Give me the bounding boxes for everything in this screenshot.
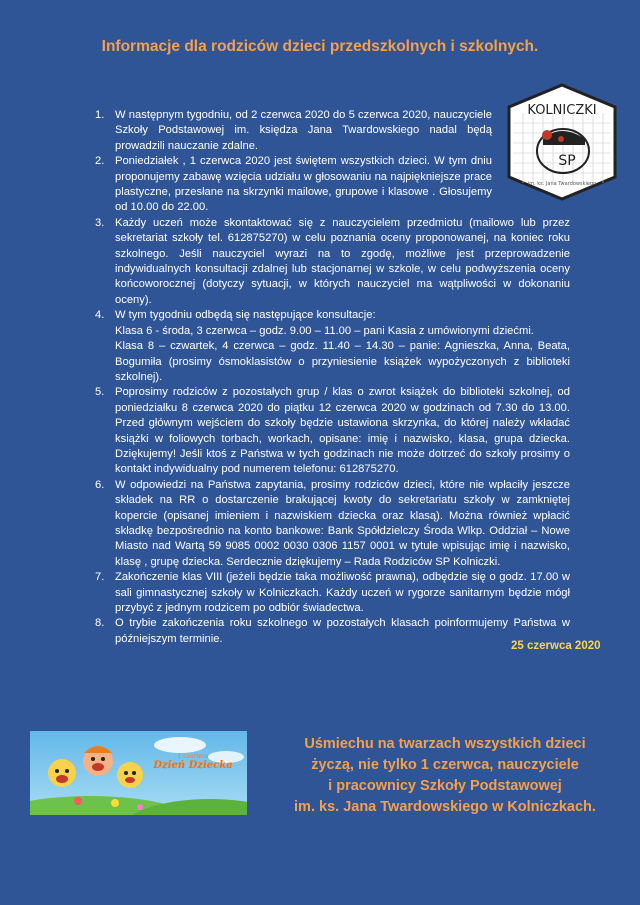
list-item [95, 216, 570, 308]
item-number: 1. [95, 109, 105, 121]
banner-illustration [30, 731, 247, 815]
item-text: Klasa 8 – czwartek, 4 czerwca – godz. 11.40 – 14.30 – panie: Agnieszka, Anna, Beata, Bogumiła (prosimy ósmoklasistów o przyniesienie książek wypożyczonych z biblioteki szkolnej). [115, 340, 570, 383]
logo-sp: SP [558, 153, 576, 169]
item-text: Poprosimy rodziców z pozostałych grup / klas o zwrot książek do biblioteki szkolnej, od poniedziałku 8 czerwca 2020 do piątku 12 czerwca 2020 w godzinach od 7.30 do 13.00. Przed głównym wejściem do szkoły będzie ustawiona skrzynka, do której należy wkładać książki w foliowych torbach, workach, opisane: imię i nazwisko, klasa, grupa dziecka. Dziękujemy! Jeśli ktoś z Państwa w tych godzinach nie może dotrzeć do szkoły prosimy o kontakt indywidualny pod numerem telefonu: 612875270. [115, 386, 570, 476]
list-item [95, 478, 570, 570]
item-text: W następnym tygodniu, od 2 czerwca 2020 do 5 czerwca 2020, nauczyciele Szkoły Podstawowej im. księdza Jana Twardowskiego nadal będą prowadzili nauczanie zdalne. [115, 109, 492, 152]
page-title: Informacje dla rodziców dzieci przedszkolnych i szkolnych. [101, 38, 539, 55]
item-text: W odpowiedzi na Państwa zapytania, prosimy rodziców dzieci, które nie wpłaciły jeszcze składek na RR o dostarczenie brakującej kwoty do sekretariatu szkoły w zamkniętej kopercie (opisanej imieniem i nazwiskiem dziecka oraz klasą). Można również wpłacić składkę bezpośrednio na konto bankowe: Bank Spółdzielczy Środa Wlkp. Oddział – Nowe Miasto nad Wartą 59 9085 0002 0030 0306 1157 0001 w tytule wpisując imię i nazwisko, klasę , grupę dziecka. Serdecznie dziękujemy – Rada Rodziców SP Kolniczki. [115, 478, 570, 568]
date-callout: 25 czerwca 2020 [511, 640, 601, 652]
item-text: Poniedziałek , 1 czerwca 2020 jest świętem wszystkich dzieci. W tym dniu proponujemy zabawę wzięcia udziału w głosowaniu na najpiękniejsze prace plastyczne, przesłane na skrzynki mailowe, grupowe i klasowe . Głosujemy od 10.00 do 22.00. [115, 155, 492, 214]
list-item [95, 570, 570, 616]
closing-line: Uśmiechu na twarzach wszystkich dzieci [304, 736, 586, 752]
list-item [95, 108, 570, 154]
item-number: 2. [95, 155, 105, 168]
list-item [95, 616, 570, 647]
item-number: 5. [95, 386, 105, 399]
closing-line: życzą, nie tylko 1 czerwca, nauczyciele [311, 757, 579, 773]
item-text: Klasa 6 - środa, 3 czerwca – godz. 9.00 – 11.00 – pani Kasia z umówionymi dziećmi. [115, 324, 534, 337]
item-text: Każdy uczeń może skontaktować się z nauczycielem przedmiotu (mailowo lub przez sekretariat szkoły tel. 612875270) w celu poznania oceny proponowanej, na koniec roku szkolnego. Jeśli nauczyciel wyrazi na to zgodę, możliwe jest przeprowadzenie indywidualnych konsultacji zdalnej lub stacjonarnej w szkole, w celu podwyższenia oceny końcoworocznej (dotyczy sytuacji, w których nauczyciel ma wątpliwości w dokonaniu oceny). [115, 216, 570, 306]
closing-line: i pracownicy Szkoły Podstawowej [328, 778, 562, 794]
closing-line: im. ks. Jana Twardowskiego w Kolniczkach. [294, 799, 596, 815]
closing-wishes [250, 734, 640, 818]
item-number: 3. [95, 216, 105, 229]
list-item [95, 385, 570, 477]
info-list [95, 108, 570, 647]
item-number: 8. [95, 617, 105, 630]
item-number: 4. [95, 309, 105, 322]
banner-text [153, 753, 233, 771]
list-item [95, 154, 570, 216]
item-number: 6. [95, 478, 105, 491]
banner-date: 1 czerwca [177, 753, 209, 760]
childrens-day-banner [30, 731, 247, 815]
list-item [95, 308, 570, 385]
logo-caption: im. ks. Jana Twardowskiego [527, 181, 597, 187]
logo-text: KOLNICZKI [527, 103, 597, 118]
item-number: 7. [95, 571, 105, 584]
item-text: Zakończenie klas VIII (jeżeli będzie taka możliwość prawna), odbędzie się o godz. 17.00 w sali gimnastycznej szkoły w Kolniczkach. Każdy uczeń w rygorze sanitarnym będzie mógł przybyć z jednym rodzicem po odbiór świadectwa. [115, 571, 570, 614]
banner-title: Dzień Dziecka [153, 760, 233, 771]
item-text: W tym tygodniu odbędą się następujące konsultacje: [115, 309, 376, 322]
item-text: O trybie zakończenia roku szkolnego w pozostałych klasach poinformujemy Państwa w późniejszym terminie. [115, 617, 570, 645]
